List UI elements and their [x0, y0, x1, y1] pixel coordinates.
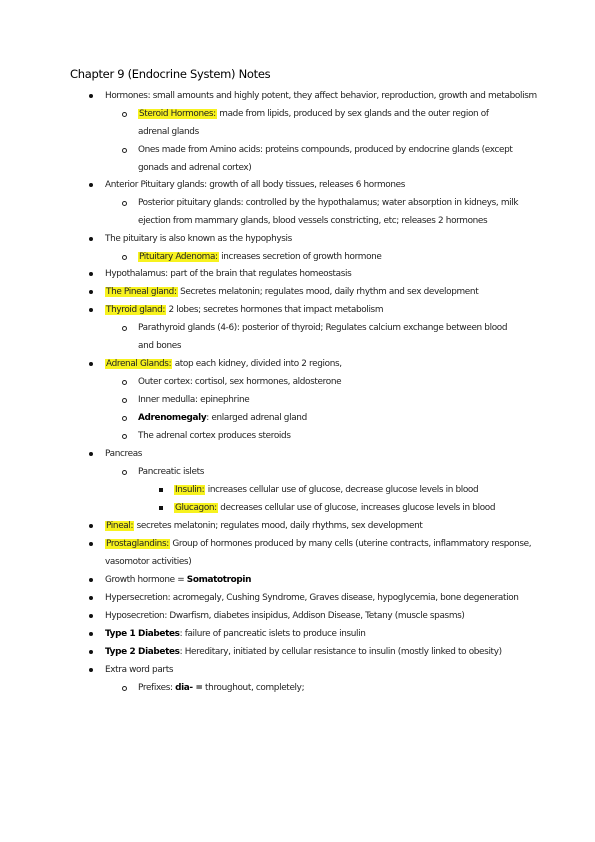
bold-term: Somatotropin: [186, 575, 252, 585]
note-steroid-cont: adrenal glands: [138, 127, 199, 137]
note-amino-cont: gonads and adrenal cortex): [138, 163, 252, 173]
note-text: throughout, completely;: [202, 683, 305, 693]
bullet-dot: [89, 290, 93, 294]
bullet-dot: [89, 237, 93, 241]
note-extra-word-parts: Extra word parts: [105, 665, 174, 675]
note-parathyroid: Parathyroid glands (4-6): posterior of thyroid; Regulates calcium exchange between blood: [138, 323, 508, 333]
highlight-pineal-2: Pineal:: [106, 521, 134, 531]
note-pineal: [105, 520, 423, 532]
bullet-dot: [89, 183, 93, 187]
note-pineal-gland: [105, 286, 478, 298]
bullet-dot: [89, 668, 93, 672]
note-text: atop each kidney, divided into 2 regions,: [172, 359, 342, 369]
note-posterior: Posterior pituitary glands: controlled by the hypothalamus; water absorption in kidneys, milk: [138, 198, 519, 208]
bullet-circle: [122, 201, 127, 206]
note-parathyroid-cont: and bones: [138, 341, 182, 351]
note-text: : enlarged adrenal gland: [206, 413, 307, 423]
note-text: decreases cellular use of glucose, increases glucose levels in blood: [217, 503, 496, 513]
highlight-adenoma: Pituitary Adenoma:: [139, 252, 218, 262]
highlight-insulin: Insulin:: [175, 485, 205, 495]
note-adenoma: [138, 251, 382, 263]
bullet-circle: [122, 326, 127, 331]
note-hormones: Hormones: small amounts and highly potent, they affect behavior, reproduction, growth and metabolism: [105, 91, 537, 101]
bold-term: Type 2 Diabetes: [105, 647, 180, 657]
bullet-dot: [89, 632, 93, 636]
note-text: increases cellular use of glucose, decrease glucose levels in blood: [205, 485, 479, 495]
bullet-circle: [122, 380, 127, 385]
bullet-dot: [89, 452, 93, 456]
note-hypothalamus: Hypothalamus: part of the brain that regulates homeostasis: [105, 269, 352, 279]
highlight-glucagon: Glucagon:: [175, 503, 217, 513]
note-text: Secretes melatonin; regulates mood, daily rhythm and sex development: [177, 287, 479, 297]
note-adrenal: [105, 358, 342, 370]
bullet-circle: [122, 148, 127, 153]
bullet-circle: [122, 112, 127, 117]
note-type1-diabetes: [105, 628, 366, 640]
bullet-circle: [122, 416, 127, 421]
note-adrenal-cortex: The adrenal cortex produces steroids: [138, 431, 291, 441]
highlight-prostaglandins: Prostaglandins:: [106, 539, 169, 549]
bullet-dot: [89, 308, 93, 312]
highlight-steroid: Steroid Hormones:: [139, 109, 216, 119]
note-text: 2 lobes; secretes hormones that impact metabolism: [166, 305, 384, 315]
note-text: : Hereditary, initiated by cellular resistance to insulin (mostly linked to obesity): [179, 647, 502, 657]
bullet-dot: [89, 542, 93, 546]
bullet-circle: [122, 470, 127, 475]
note-hyposecretion: Hyposecretion: Dwarfism, diabetes insipidus, Addison Disease, Tetany (muscle spasms): [105, 611, 465, 621]
note-islets: Pancreatic islets: [138, 467, 205, 477]
bullet-dot: [89, 596, 93, 600]
note-growth-hormone: [105, 574, 251, 586]
page-title: Chapter 9 (Endocrine System) Notes: [70, 67, 271, 81]
note-glucagon: [174, 502, 495, 514]
bullet-dot: [89, 578, 93, 582]
note-text: increases secretion of growth hormone: [218, 252, 382, 262]
note-anterior: Anterior Pituitary glands: growth of all body tissues, releases 6 hormones: [105, 180, 406, 190]
note-prefixes: [138, 682, 304, 694]
note-insulin: [174, 484, 478, 496]
bullet-dot: [89, 272, 93, 276]
bullet-dot: [89, 362, 93, 366]
bold-term: dia- =: [175, 683, 203, 693]
bullet-dot: [89, 94, 93, 98]
note-text: Prefixes:: [138, 683, 176, 693]
bullet-dot: [89, 524, 93, 528]
note-adrenomegaly: [138, 412, 307, 424]
bullet-circle: [122, 255, 127, 260]
highlight-pineal: The Pineal gland:: [106, 287, 177, 297]
bold-term: Type 1 Diabetes: [105, 629, 180, 639]
bullet-dot: [89, 650, 93, 654]
bullet-dot: [89, 614, 93, 618]
bullet-circle: [122, 686, 127, 691]
note-type2-diabetes: [105, 646, 502, 658]
bullet-circle: [122, 434, 127, 439]
note-outer-cortex: Outer cortex: cortisol, sex hormones, aldosterone: [138, 377, 342, 387]
note-prostaglandins: [105, 538, 531, 550]
note-prostaglandins-cont: vasomotor activities): [105, 557, 192, 567]
note-amino: Ones made from Amino acids: proteins compounds, produced by endocrine glands (except: [138, 145, 513, 155]
note-posterior-cont: ejection from mammary glands, blood vessels constricting, etc; releases 2 hormones: [138, 216, 488, 226]
bullet-square: [159, 488, 163, 492]
highlight-thyroid: Thyroid gland:: [106, 305, 165, 315]
note-hypersecretion: Hypersecretion: acromegaly, Cushing Syndrome, Graves disease, hypoglycemia, bone degeneration: [105, 593, 519, 603]
note-text: : failure of pancreatic islets to produce insulin: [179, 629, 366, 639]
bullet-square: [159, 506, 163, 510]
note-text: Group of hormones produced by many cells (uterine contracts, inflammatory response,: [169, 539, 532, 549]
note-pituitary-known: The pituitary is also known as the hypophysis: [105, 234, 292, 244]
highlight-adrenal: Adrenal Glands:: [106, 359, 172, 369]
note-text: made from lipids, produced by sex glands and the outer region of: [216, 109, 489, 119]
note-pancreas: Pancreas: [105, 449, 143, 459]
note-steroid-hormones: [138, 108, 489, 120]
bold-term: Adrenomegaly: [138, 413, 207, 423]
note-thyroid: [105, 304, 383, 316]
bullet-circle: [122, 398, 127, 403]
note-text: secretes melatonin; regulates mood, daily rhythms, sex development: [134, 521, 423, 531]
note-inner-medulla: Inner medulla: epinephrine: [138, 395, 250, 405]
note-text: Growth hormone =: [105, 575, 187, 585]
